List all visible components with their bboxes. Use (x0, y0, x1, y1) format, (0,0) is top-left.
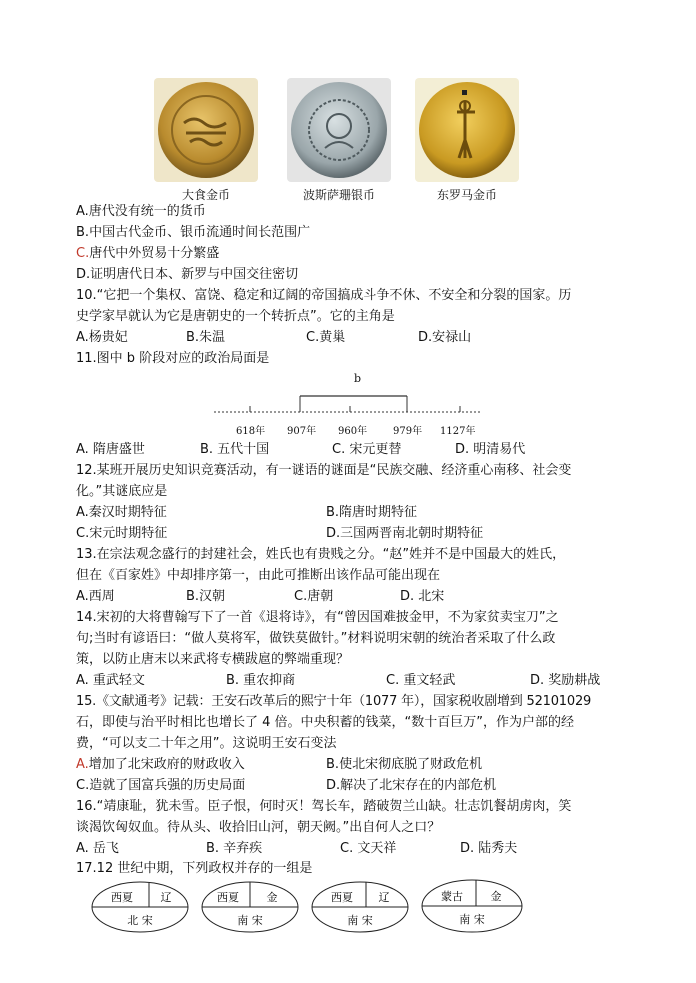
q12-stem-line2: 化。”其谜底应是 (76, 484, 168, 499)
q14-option-a: A. 重武轻文 (76, 673, 145, 688)
oval-label-top-right: 金 (490, 890, 502, 903)
timeline-year: 618年 (236, 426, 266, 437)
oval-label-top-left: 西夏 (331, 891, 353, 904)
q11-option-b: B. 五代十国 (200, 442, 270, 457)
q11-option-c: C. 宋元更替 (332, 442, 402, 457)
q15-option-b: B.使北宋彻底脱了财政危机 (326, 757, 483, 772)
q15-stem-line3: 费，“可以支二十年之用”。这说明王安石变法 (76, 736, 337, 751)
q16-option-c: C. 文天祥 (340, 841, 397, 856)
regime-oval-c (310, 880, 410, 934)
q13-stem-line1: 13.在宗法观念盛行的封建社会，姓氏也有贵贱之分。“赵”姓并不是中国最大的姓氏， (76, 547, 566, 562)
q15-stem-line2: 石，即使与治平时相比也增长了 4 倍。中央积蓄的钱菜，“数十百巨万”，作为户部的经 (76, 715, 575, 730)
q13-option-b: B.汉朝 (186, 589, 226, 604)
q16-option-d: D. 陆秀夫 (460, 841, 518, 856)
q16-option-a: A. 岳飞 (76, 841, 119, 856)
q16-stem-line2: 谈渴饮匈奴血。待从头、收拾旧山河，朝天阙。”出自何人之口？ (76, 820, 441, 835)
timeline-year: 979年 (393, 426, 423, 437)
q11-stem: 11.图中 b 阶段对应的政治局面是 (76, 351, 270, 366)
q10-stem-line2: 史学家早就认为它是唐朝史的一个转折点”。它的主角是 (76, 309, 395, 324)
q12-option-d: D.三国两晋南北朝时期特征 (326, 526, 484, 541)
q9-option-b: B.中国古代金币、银币流通时间长范围广 (76, 225, 311, 240)
q15-stem-line1: 15.《文献通考》记载：王安石改革后的熙宁十年（1077 年），国家税收剧增到 52101029 (76, 694, 592, 709)
q14-stem-line3: 策，以防止唐末以来武将专横跋扈的弊端重现？ (76, 652, 350, 667)
q17-stem: 17.12 世纪中期，下列政权并存的一组是 (76, 861, 313, 876)
q14-stem-line1: 14.宋初的大将曹翰写下了一首《退将诗》，有“曾因国难披金甲，不为家贫卖宝刀”之 (76, 610, 559, 625)
q15-option-d: D.解决了北宋存在的内部危机 (326, 778, 497, 793)
oval-label-bottom: 南 宋 (459, 913, 485, 926)
coin-caption: 波斯萨珊银币 (302, 188, 375, 202)
q10-stem-line1: 10.“它把一个集权、富饶、稳定和辽阔的帝国搞成斗争不休、不安全和分裂的国家。历 (76, 288, 572, 303)
q9-option-d: D.证明唐代日本、新罗与中国交往密切 (76, 267, 299, 282)
oval-label-bottom: 南 宋 (237, 914, 263, 927)
oval-label-top-right: 辽 (378, 891, 390, 904)
q13-stem-line2: 但在《百家姓》中却排序第一，由此可推断出该作品可能出现在 (76, 568, 441, 583)
regime-oval-b (200, 880, 300, 934)
q12-option-a: A.秦汉时期特征 (76, 505, 167, 520)
oval-label-top-left: 蒙古 (441, 890, 463, 903)
q10-option-c: C.黄巢 (306, 330, 346, 345)
q14-option-c: C. 重文轻武 (386, 673, 456, 688)
oval-label-top-right: 辽 (160, 891, 172, 904)
q10-option-a: A.杨贵妃 (76, 330, 128, 345)
q10-option-d: D.安禄山 (418, 330, 472, 345)
coin-caption: 大食金币 (181, 188, 230, 202)
q10-option-b: B.朱温 (186, 330, 226, 345)
timeline-year: 960年 (338, 426, 368, 437)
q15-option-a: A.增加了北宋政府的财政收入 (76, 757, 245, 772)
oval-label-top-left: 西夏 (217, 891, 239, 904)
oval-label-bottom: 南 宋 (347, 914, 373, 927)
q16-stem-line1: 16.“靖康耻，犹未雪。臣子恨，何时灭！驾长车，踏破贺兰山缺。壮志饥餐胡虏肉，笑 (76, 799, 572, 814)
regime-oval-d (420, 878, 524, 934)
q14-option-d: D. 奖励耕战 (530, 673, 601, 688)
q13-option-a: A.西周 (76, 589, 115, 604)
q13-option-d: D. 北宋 (400, 589, 445, 604)
timeline-year: 1127年 (440, 426, 476, 437)
q12-option-c: C.宋元时期特征 (76, 526, 168, 541)
timeline-year: 907年 (287, 426, 317, 437)
timeline-bracket-label: b (354, 372, 362, 385)
q11-option-a: A. 隋唐盛世 (76, 442, 145, 457)
q15-option-c: C.造就了国富兵强的历史局面 (76, 778, 246, 793)
oval-label-bottom: 北 宋 (127, 914, 153, 927)
q14-option-b: B. 重农抑商 (226, 673, 296, 688)
coin-caption: 东罗马金币 (436, 188, 497, 202)
eastern-roman-gold-coin-image (415, 78, 519, 182)
q16-option-b: B. 辛弃疾 (206, 841, 263, 856)
q12-option-b: B.隋唐时期特征 (326, 505, 418, 520)
oval-label-top-left: 西夏 (111, 891, 133, 904)
q11-option-d: D. 明清易代 (455, 442, 526, 457)
q9-option-c: C.唐代中外贸易十分繁盛 (76, 246, 220, 261)
dashi-gold-coin-image (154, 78, 258, 182)
persian-sassanid-silver-coin-image (287, 78, 391, 182)
q12-stem-line1: 12.某班开展历史知识竞赛活动，有一谜语的谜面是“民族交融、经济重心南移、社会变 (76, 463, 572, 478)
regime-oval-a (90, 880, 190, 934)
timeline-diagram (210, 386, 490, 426)
q9-option-a: A.唐代没有统一的货币 (76, 204, 206, 219)
oval-label-top-right: 金 (266, 891, 278, 904)
q13-option-c: C.唐朝 (294, 589, 334, 604)
q14-stem-line2: 句;当时有谚语曰：“做人莫将军，做铁莫做针。”材料说明宋朝的统治者采取了什么政 (76, 631, 556, 646)
